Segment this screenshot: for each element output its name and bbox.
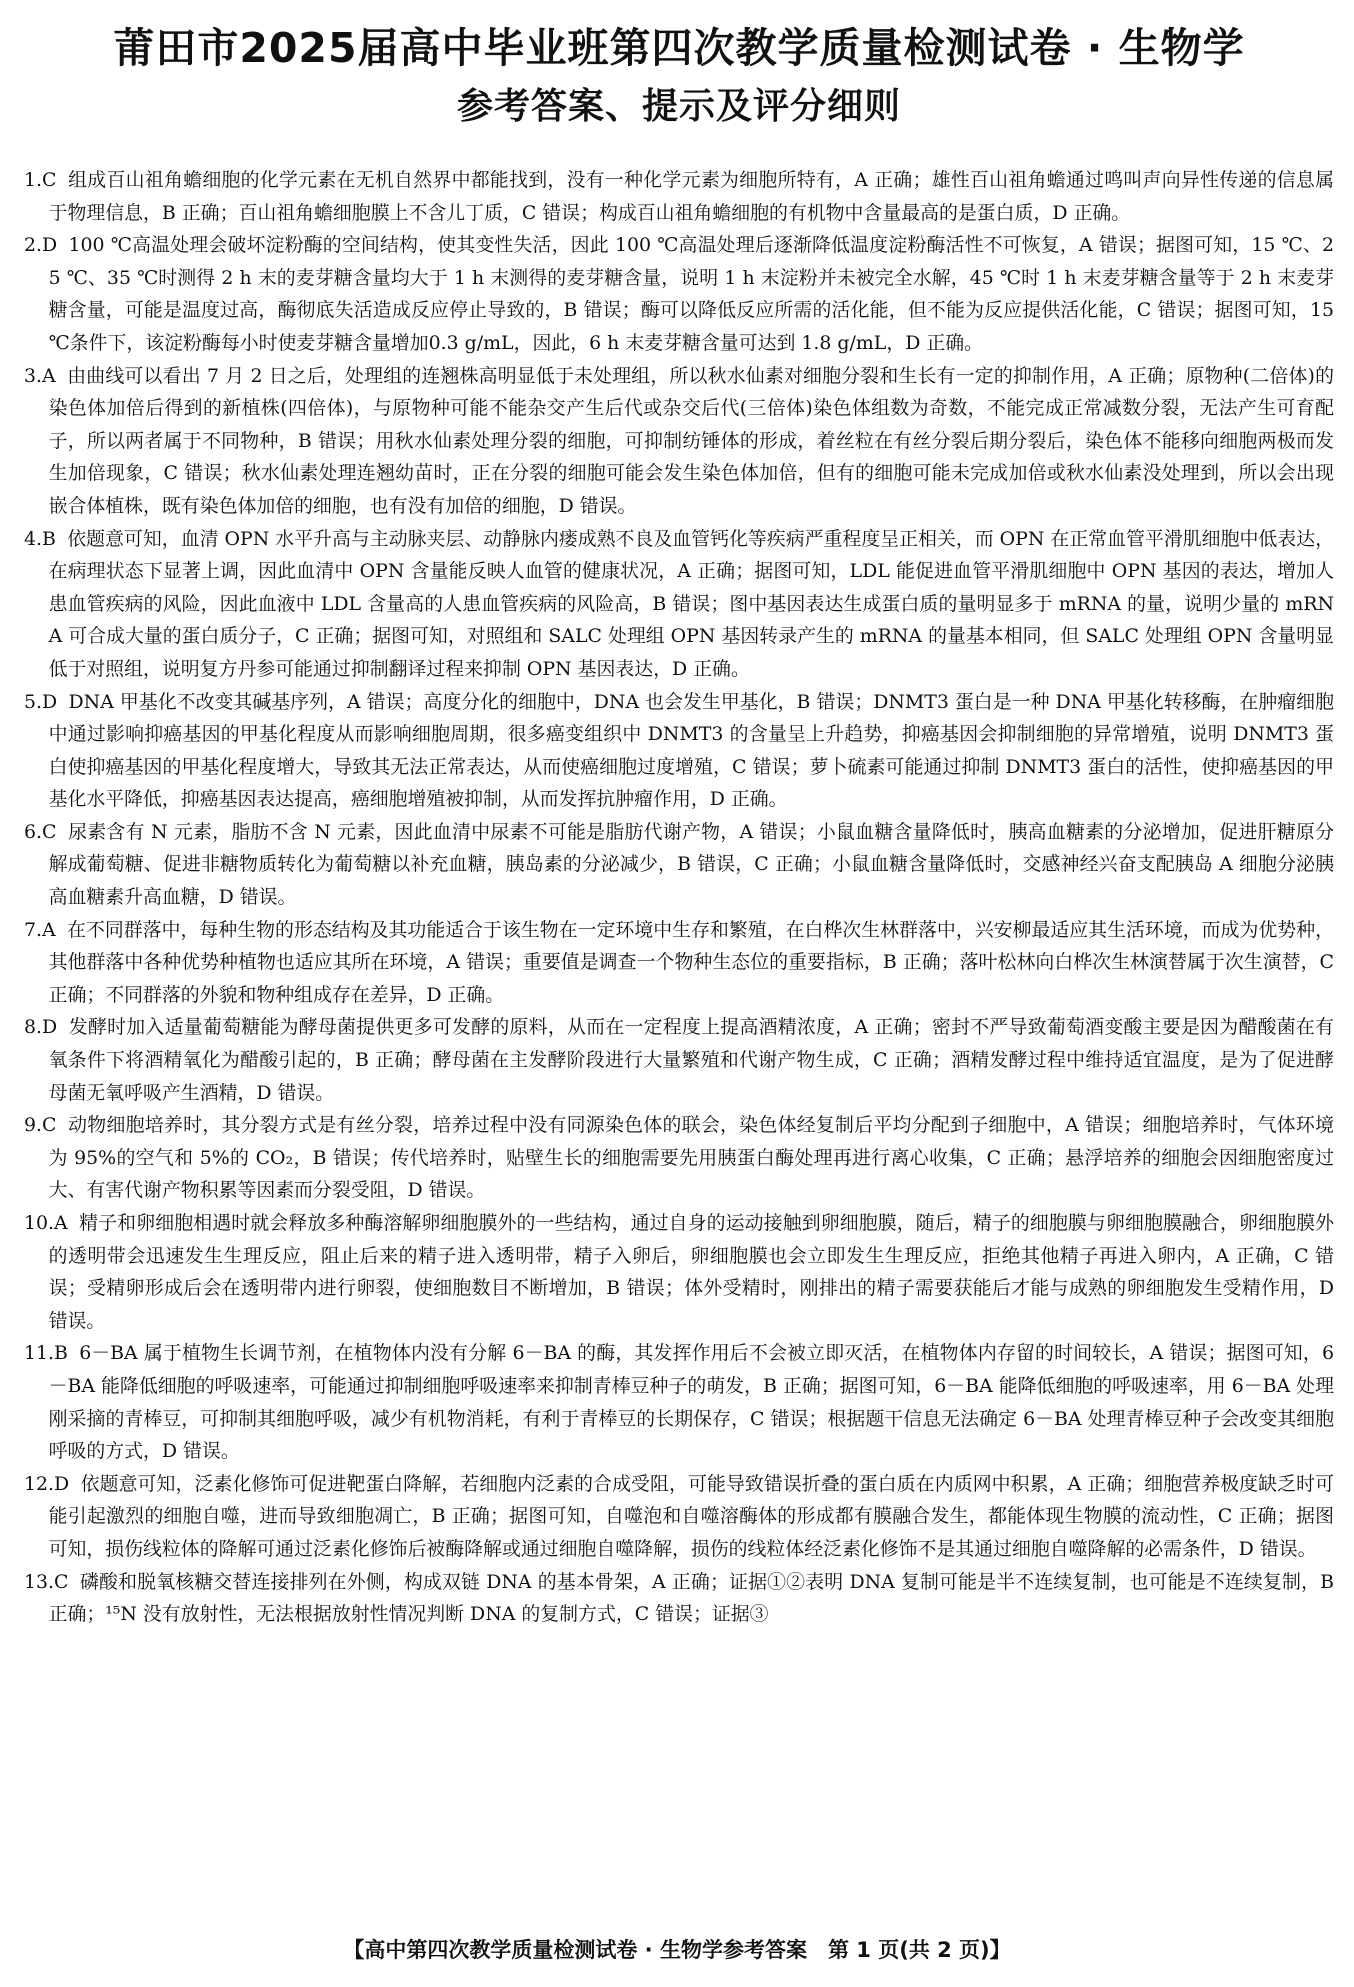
answer-choice: D [42,690,58,713]
answer-explanation: 100 ℃高温处理会破坏淀粉酶的空间结构，使其变性失活，因此 100 ℃高温处理后逐渐降低温度淀粉酶活性不可恢复，A 错误；据图可知，15 ℃、25 ℃、35 ℃时测得 2 h 末的麦芽糖含量均大于 1 h 末测得的麦芽糖含量，说明 1 h 末淀粉并未被完全水解，45 ℃时 1 h 末麦芽糖含量等于 2 h 末麦芽糖含量，可能是温度过高，酶彻底失活造成反应停止导致的，B 错误；酶可以降低反应所需的活化能，但不能为反应提供活化能，C 错误；据图可知，15 ℃条件下，该淀粉酶每小时使麦芽糖含量增加0.3 g/mL，因此，6 h 末麦芽糖含量可达到 1.8 g/mL，D 正确。 [48,234,1334,354]
answer-item-13 [24,1566,1334,1631]
answer-number: 1. [24,169,43,191]
answer-item-12 [24,1468,1334,1566]
answer-choice: B [54,1342,68,1365]
answer-item-3 [24,360,1334,523]
answer-item-4 [24,523,1334,686]
answer-choice: A [54,1212,68,1234]
answer-item-9 [24,1109,1334,1207]
answer-explanation: 动物细胞培养时，其分裂方式是有丝分裂，培养过程中没有同源染色体的联会，染色体经复制后平均分配到子细胞中，A 错误；细胞培养时，气体环境为 95%的空气和 5%的 CO₂，B 错误；传代培养时，贴壁生长的细胞需要先用胰蛋白酶处理再进行离心收集，C 正确；悬浮培养的细胞会因细胞密度过大、有害代谢产物积累等因素而分裂受阻，D 错误。 [48,1114,1334,1202]
answer-choice: D [54,1472,70,1495]
answer-choice: B [42,527,56,550]
answer-explanation: 精子和卵细胞相遇时就会释放多种酶溶解卵细胞膜外的一些结构，通过自身的运动接触到卵细胞膜，随后，精子的细胞膜与卵细胞膜融合，卵细胞膜外的透明带会迅速发生生理反应，阻止后来的精子进入透明带，精子入卵后，卵细胞膜也会立即发生生理反应，拒绝其他精子再进入卵内，A 正确，C 错误；受精卵形成后会在透明带内进行卵裂，使细胞数目不断增加，B 错误；体外受精时，刚排出的精子需要获能后才能与成熟的卵细胞发生受精作用，D 错误。 [48,1212,1334,1332]
answer-explanation: 由曲线可以看出 7 月 2 日之后，处理组的连翘株高明显低于未处理组，所以秋水仙素对细胞分裂和生长有一定的抑制作用，A 正确；原物种(二倍体)的染色体加倍后得到的新植株(四倍体)，与原物种可能不能杂交产生后代或杂交后代(三倍体)染色体组数为奇数，不能完成正常减数分裂，无法产生可育配子，所以两者属于不同物种，B 错误；用秋水仙素处理分裂的细胞，可抑制纺锤体的形成，着丝粒在有丝分裂后期分裂后，染色体不能移向细胞两极而发生加倍现象，C 错误；秋水仙素处理连翘幼苗时，正在分裂的细胞可能会发生染色体加倍，但有的细胞可能未完成加倍或秋水仙素没处理到，所以会出现嵌合体植株，既有染色体加倍的细胞，也有没有加倍的细胞，D 错误。 [48,364,1334,517]
answer-choice: D [42,1016,58,1039]
answer-choice: C [42,820,57,843]
answer-explanation: 尿素含有 N 元素，脂肪不含 N 元素，因此血清中尿素不可能是脂肪代谢产物，A 错误；小鼠血糖含量降低时，胰高血糖素的分泌增加，促进肝糖原分解成葡萄糖、促进非糖物质转化为葡萄糖以补充血糖，胰岛素的分泌减少，B 错误，C 正确；小鼠血糖含量降低时，交感神经兴奋支配胰岛 A 细胞分泌胰高血糖素升高血糖，D 错误。 [48,820,1334,909]
answer-explanation: 发酵时加入适量葡萄糖能为酵母菌提供更多可发酵的原料，从而在一定程度上提高酒精浓度，A 正确；密封不严导致葡萄酒变酸主要是因为醋酸菌在有氧条件下将酒精氧化为醋酸引起的，B 正确；酵母菌在主发酵阶段进行大量繁殖和代谢产物生成，C 正确；酒精发酵过程中维持适宜温度，是为了促进酵母菌无氧呼吸产生酒精，D 错误。 [48,1016,1334,1104]
answer-number: 10. [24,1212,55,1234]
answer-number: 9. [24,1114,43,1137]
answer-item-11 [24,1337,1334,1467]
answer-explanation: DNA 甲基化不改变其碱基序列，A 错误；高度分化的细胞中，DNA 也会发生甲基化，B 错误；DNMT3 蛋白是一种 DNA 甲基化转移酶，在肿瘤细胞中通过影响抑癌基因的甲基化程度从而影响细胞周期，很多癌变组织中 DNMT3 的含量呈上升趋势，抑癌基因会抑制细胞的异常增殖，说明 DNMT3 蛋白使抑癌基因的甲基化程度增大，导致其无法正常表达，从而使癌细胞过度增殖，C 错误；萝卜硫素可能通过抑制 DNMT3 蛋白的活性，使抑癌基因的甲基化水平降低，抑癌基因表达提高，癌细胞增殖被抑制，从而发挥抗肿瘤作用，D 正确。 [48,690,1334,811]
answer-list [24,164,1334,1631]
answer-explanation: 磷酸和脱氧核糖交替连接排列在外侧，构成双链 DNA 的基本骨架，A 正确；证据①②表明 DNA 复制可能是半不连续复制，也可能是不连续复制，B 正确；¹⁵N 没有放射性，无法根据放射性情况判断 DNA 的复制方式，C 错误；证据③ [48,1570,1334,1626]
answer-number: 5. [24,690,43,713]
answer-item-6 [24,816,1334,914]
answer-item-7 [24,914,1334,1012]
answer-item-5 [24,686,1334,816]
answer-explanation: 依题意可知，血清 OPN 水平升高与主动脉夹层、动静脉内瘘成熟不良及血管钙化等疾病严重程度呈正相关，而 OPN 在正常血管平滑肌细胞中低表达，在病理状态下显著上调，因此血清中 OPN 含量能反映人血管的健康状况，A 正确；据图可知，LDL 能促进血管平滑肌细胞中 OPN 基因的表达，增加人患血管疾病的风险，因此血液中 LDL 含量高的人患血管疾病的风险高，B 错误；图中基因表达生成蛋白质的量明显多于 mRNA 的量，说明少量的 mRNA 可合成大量的蛋白质分子，C 正确；据图可知，对照组和 SALC 处理组 OPN 基因转录产生的 mRNA 的量基本相同，但 SALC 处理组 OPN 含量明显低于对照组，说明复方丹参可能通过抑制翻译过程来抑制 OPN 基因表达，D 正确。 [48,527,1334,680]
answer-number: 7. [24,918,43,941]
answer-item-2 [24,229,1334,359]
answer-item-10 [24,1207,1334,1337]
answer-item-8 [24,1011,1334,1109]
answer-number: 13. [24,1570,55,1593]
answer-choice: C [42,169,57,191]
answer-number: 6. [24,820,43,843]
answer-choice: C [42,1114,57,1137]
answer-choice: A [42,364,56,387]
answer-number: 11. [24,1342,55,1365]
answer-number: 4. [24,527,43,550]
answer-explanation: 6－BA 属于植物生长调节剂，在植物体内没有分解 6－BA 的酶，其发挥作用后不会被立即灭活，在植物体内存留的时间较长，A 错误；据图可知，6－BA 能降低细胞的呼吸速率，可能通过抑制细胞呼吸速率来抑制青棒豆种子的萌发，B 正确；据图可知，6－BA 能降低细胞的呼吸速率，用 6－BA 处理刚采摘的青棒豆，可抑制其细胞呼吸，减少有机物消耗，有利于青棒豆的长期保存，C 错误；根据题干信息无法确定 6－BA 处理青棒豆种子会改变其细胞呼吸的方式，D 错误。 [48,1342,1334,1463]
answer-choice: A [42,918,56,941]
answer-explanation: 依题意可知，泛素化修饰可促进靶蛋白降解，若细胞内泛素的合成受阻，可能导致错误折叠的蛋白质在内质网中积累，A 正确；细胞营养极度缺乏时可能引起激烈的细胞自噬，进而导致细胞凋亡，B 正确；据图可知，自噬泡和自噬溶酶体的形成都有膜融合发生，都能体现生物膜的流动性，C 正确；据图可知，损伤线粒体的降解可通过泛素化修饰后被酶降解或通过细胞自噬降解，损伤的线粒体经泛素化修饰不是其通过细胞自噬降解的必需条件，D 错误。 [48,1472,1334,1560]
page-title: 莆田市2025届高中毕业班第四次教学质量检测试卷 · 生物学 [113,24,1245,72]
answer-number: 8. [24,1016,43,1039]
page-subtitle: 参考答案、提示及评分细则 [456,86,901,127]
answer-choice: D [42,234,58,257]
answer-explanation: 组成百山祖角蟾细胞的化学元素在无机自然界中都能找到，没有一种化学元素为细胞所特有，A 正确；雄性百山祖角蟾通过鸣叫声向异性传递的信息属于物理信息，B 正确；百山祖角蟾细胞膜上不含儿丁质，C 错误；构成百山祖角蟾细胞的有机物中含量最高的是蛋白质，D 正确。 [48,169,1334,224]
page-footer: 【高中第四次教学质量检测试卷 · 生物学参考答案 第 1 页(共 2 页)】 [343,1938,1011,1962]
answer-choice: C [54,1570,69,1593]
answer-explanation: 在不同群落中，每种生物的形态结构及其功能适合于该生物在一定环境中生存和繁殖，在白桦次生林群落中，兴安柳最适应其生活环境，而成为优势种，其他群落中各种优势种植物也适应其所在环境，A 错误；重要值是调查一个物种生态位的重要指标，B 正确；落叶松林向白桦次生林演替属于次生演替，C 正确；不同群落的外貌和物种组成存在差异，D 正确。 [48,918,1334,1006]
answer-number: 2. [24,234,43,257]
answer-item-1 [24,164,1334,229]
answer-number: 3. [24,364,43,387]
answer-number: 12. [24,1472,55,1495]
